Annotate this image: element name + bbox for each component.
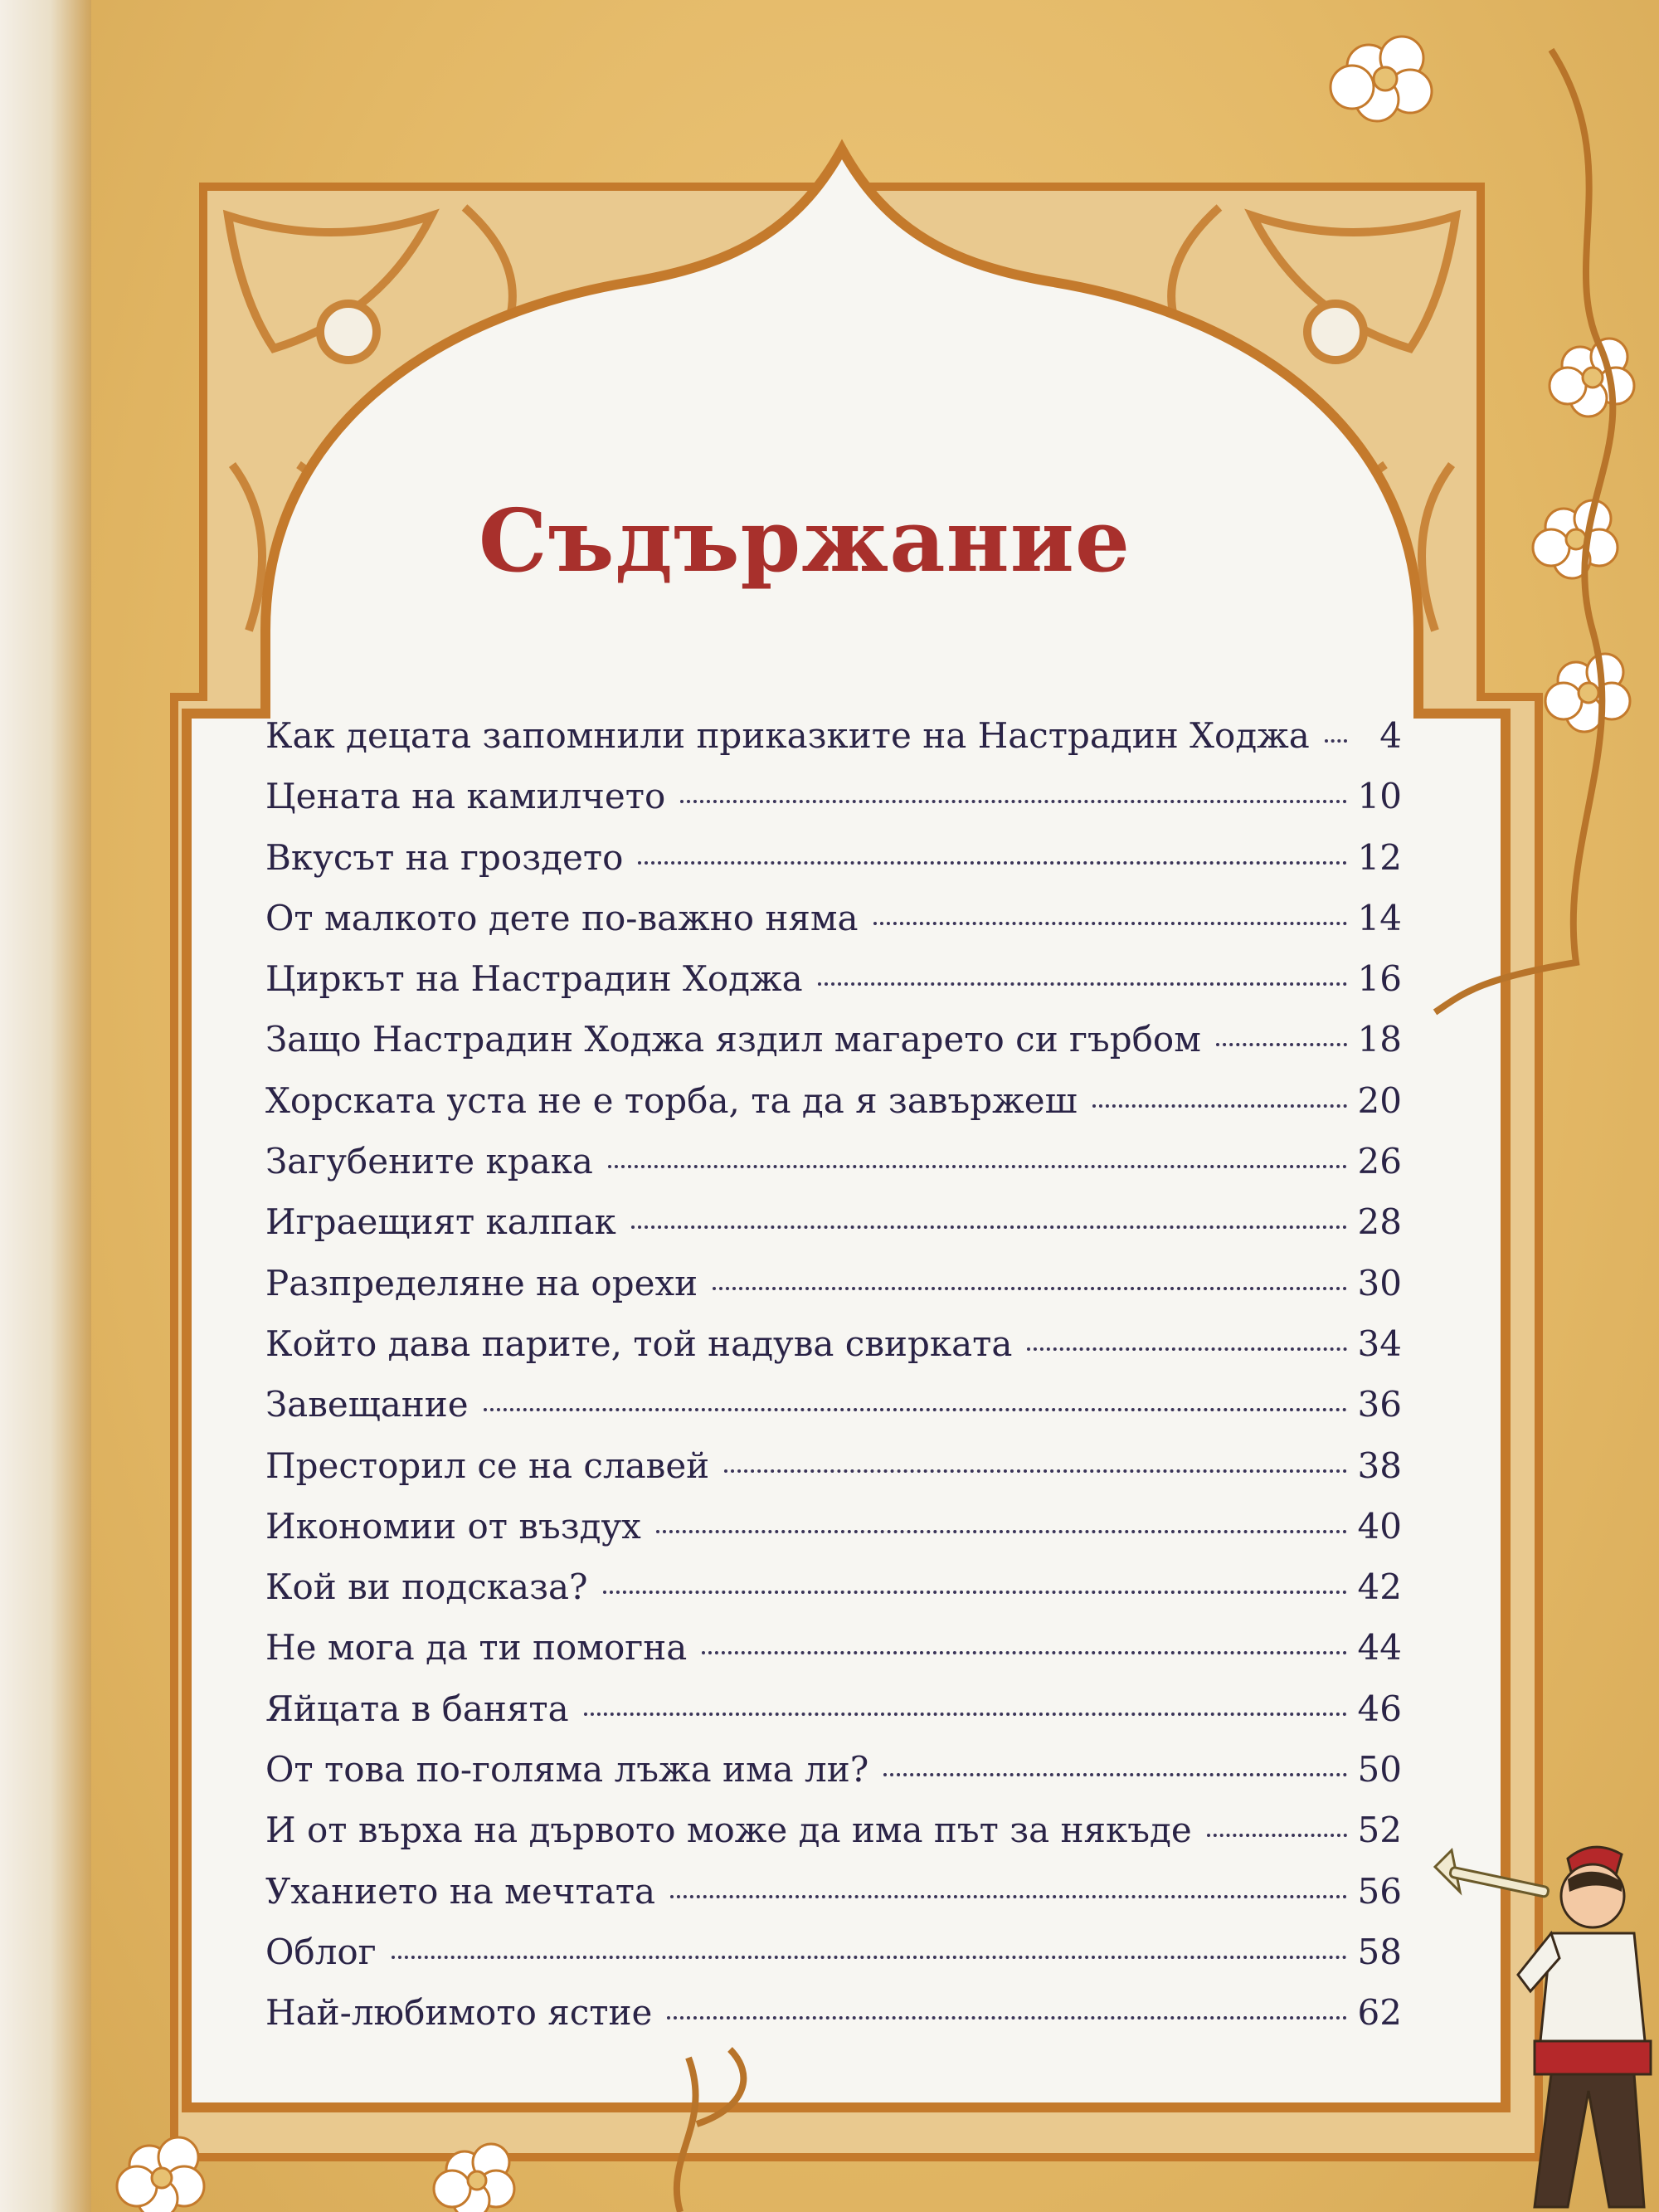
- toc-entry[interactable]: [265, 1506, 1402, 1566]
- toc-dot-leader: [680, 800, 1347, 803]
- toc-dot-leader: [1216, 1043, 1347, 1046]
- toc-dot-leader: [656, 1530, 1347, 1533]
- toc-entry-title: Цената на камилчето: [265, 776, 666, 817]
- toc-entry-title: Облог: [265, 1931, 377, 1972]
- toc-entry-title: От малкото дете по-важно няма: [265, 897, 859, 938]
- boy-figure: [1518, 1847, 1651, 2207]
- white-blossom-icon: [1331, 37, 1432, 121]
- toc-entry[interactable]: [265, 1080, 1402, 1141]
- toc-entry-page: 30: [1357, 1262, 1402, 1303]
- toc-entry-page: 50: [1357, 1749, 1402, 1791]
- toc-entry-title: Уханието на мечтата: [265, 1870, 656, 1912]
- toc-entry-page: 28: [1357, 1201, 1402, 1243]
- toc-entry-page: 46: [1357, 1688, 1402, 1729]
- toc-entry-title: Циркът на Настрадин Ходжа: [265, 958, 803, 1000]
- toc-entry-page: 12: [1357, 836, 1402, 878]
- toc-entry-title: Най-любимото ястие: [265, 1992, 653, 2034]
- toc-entry-title: Вкусът на гроздето: [265, 836, 624, 878]
- toc-entry-title: Как децата запомнили приказките на Настрадин Ходжа: [265, 715, 1310, 756]
- toc-entry-title: И от върха на дървото може да има път за някъде: [265, 1810, 1192, 1851]
- toc-entry[interactable]: [265, 1201, 1402, 1262]
- toc-entry-page: 26: [1357, 1141, 1402, 1182]
- toc-dot-leader: [702, 1651, 1347, 1654]
- toc-dot-leader: [724, 1469, 1347, 1473]
- toc-entry[interactable]: [265, 1141, 1402, 1201]
- toc-entry[interactable]: [265, 1992, 1402, 2053]
- trumpet-icon: [1435, 1850, 1549, 1898]
- toc-entry[interactable]: [265, 715, 1402, 776]
- toc-entry-page: 58: [1357, 1931, 1402, 1972]
- toc-entry-page: 10: [1357, 776, 1402, 817]
- white-blossom-icon: [117, 2137, 204, 2212]
- toc-entry-title: От това по-голяма лъжа има ли?: [265, 1749, 869, 1791]
- toc-dot-leader: [713, 1287, 1347, 1290]
- toc-dot-leader: [608, 1165, 1347, 1168]
- white-blossom-icon: [1550, 339, 1634, 417]
- page-title: Съдържание: [478, 490, 1131, 592]
- toc-dot-leader: [584, 1713, 1347, 1716]
- toc-entry-page: 56: [1357, 1870, 1402, 1912]
- toc-dot-leader: [631, 1225, 1347, 1229]
- toc-entry[interactable]: [265, 1688, 1402, 1749]
- toc-dot-leader: [392, 1956, 1347, 1959]
- table-of-contents: [265, 715, 1402, 2054]
- toc-entry-title: Кой ви подсказа?: [265, 1566, 588, 1608]
- toc-entry[interactable]: [265, 1566, 1402, 1627]
- white-blossom-icon: [1533, 500, 1618, 578]
- toc-entry[interactable]: [265, 1019, 1402, 1079]
- toc-entry-title: Яйцата в банята: [265, 1688, 569, 1729]
- toc-entry-page: 36: [1357, 1384, 1402, 1425]
- toc-entry[interactable]: [265, 1445, 1402, 1506]
- toc-entry-title: Който дава парите, той надува свирката: [265, 1323, 1013, 1364]
- toc-entry-page: 38: [1357, 1445, 1402, 1486]
- toc-entry[interactable]: [265, 898, 1402, 958]
- toc-dot-leader: [1092, 1104, 1347, 1108]
- toc-entry-page: 18: [1357, 1019, 1402, 1060]
- toc-entry[interactable]: [265, 1323, 1402, 1384]
- toc-entry-page: 52: [1357, 1810, 1402, 1851]
- toc-entry-title: Хорската уста не е торба, та да я завържеш: [265, 1079, 1078, 1121]
- toc-entry-title: Не мога да ти помогна: [265, 1627, 688, 1669]
- toc-entry-title: Играещият калпак: [265, 1201, 616, 1243]
- toc-dot-leader: [603, 1591, 1347, 1594]
- toc-entry[interactable]: [265, 1627, 1402, 1688]
- toc-entry-page: 42: [1357, 1566, 1402, 1608]
- toc-dot-leader: [1027, 1347, 1347, 1351]
- toc-dot-leader: [883, 1773, 1347, 1776]
- toc-dot-leader: [484, 1408, 1347, 1411]
- toc-entry[interactable]: [265, 1749, 1402, 1810]
- boy-playing-trumpet: [1427, 1842, 1659, 2212]
- toc-entry-page: 34: [1357, 1323, 1402, 1364]
- toc-entry[interactable]: [265, 776, 1402, 836]
- toc-dot-leader: [670, 1895, 1347, 1898]
- toc-entry-page: 62: [1357, 1992, 1402, 2034]
- toc-dot-leader: [873, 922, 1347, 925]
- toc-entry[interactable]: [265, 1871, 1402, 1932]
- toc-entry[interactable]: [265, 1932, 1402, 1992]
- white-blossom-icon: [1545, 654, 1630, 732]
- toc-dot-leader: [818, 982, 1347, 986]
- toc-dot-leader: [1325, 739, 1347, 743]
- toc-entry-title: Икономии от въздух: [265, 1505, 641, 1547]
- toc-entry-page: 4: [1379, 715, 1402, 756]
- toc-entry[interactable]: [265, 837, 1402, 898]
- toc-entry-page: 14: [1357, 897, 1402, 938]
- toc-entry[interactable]: [265, 958, 1402, 1019]
- toc-entry-page: 44: [1357, 1627, 1402, 1669]
- toc-dot-leader: [1207, 1834, 1347, 1837]
- toc-entry-title: Завещание: [265, 1384, 469, 1425]
- toc-entry-page: 20: [1357, 1079, 1402, 1121]
- toc-entry-page: 16: [1357, 958, 1402, 1000]
- toc-entry[interactable]: [265, 1384, 1402, 1445]
- toc-entry[interactable]: [265, 1810, 1402, 1870]
- toc-entry-title: Престорил се на славей: [265, 1445, 710, 1486]
- toc-entry[interactable]: [265, 1263, 1402, 1323]
- toc-dot-leader: [638, 861, 1347, 865]
- toc-entry-title: Защо Настрадин Ходжа яздил магарето си гърбом: [265, 1019, 1201, 1060]
- toc-entry-title: Загубените крака: [265, 1141, 593, 1182]
- toc-dot-leader: [667, 2016, 1347, 2020]
- toc-entry-title: Разпределяне на орехи: [265, 1262, 698, 1303]
- toc-entry-page: 40: [1357, 1505, 1402, 1547]
